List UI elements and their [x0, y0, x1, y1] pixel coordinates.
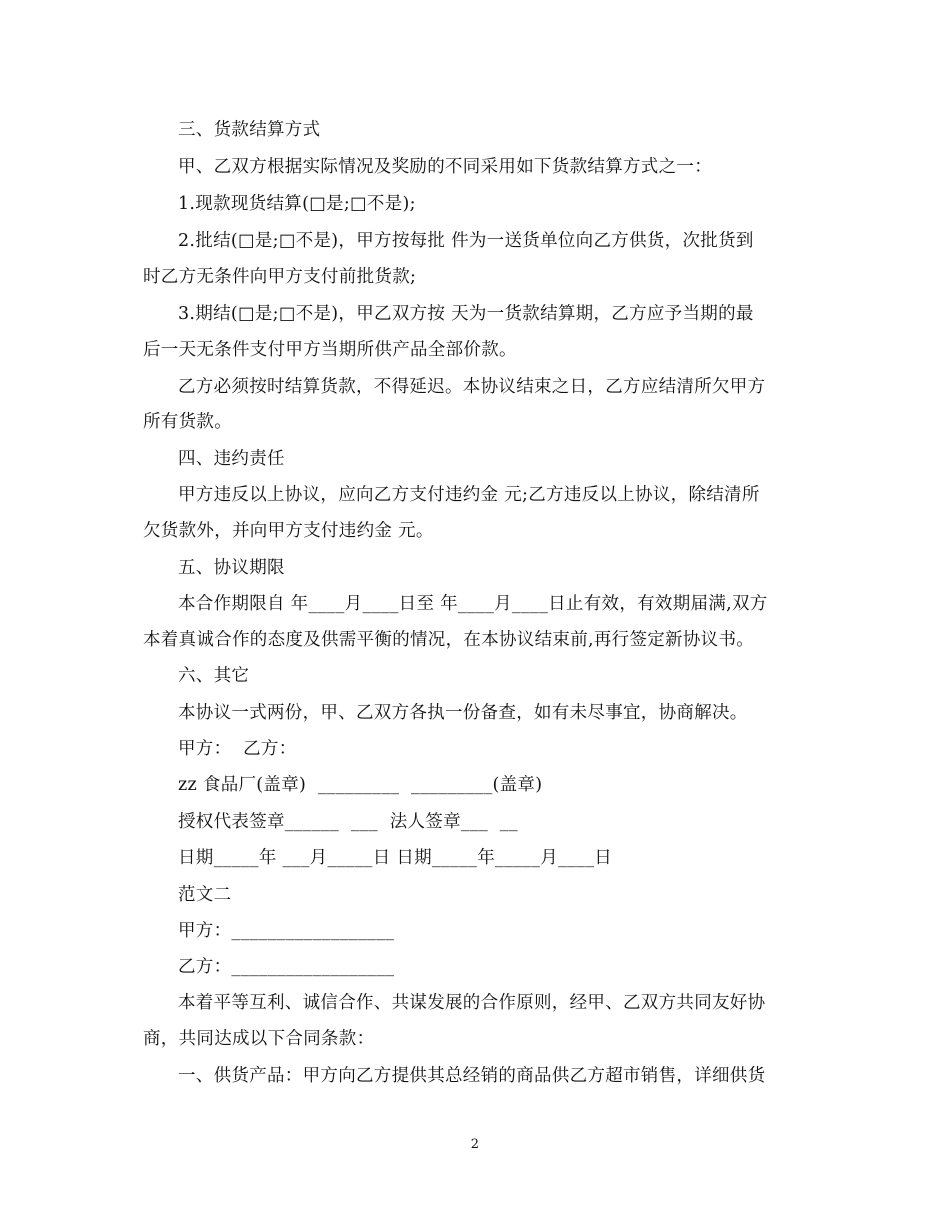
paragraph-line: 一、供货产品：甲方向乙方提供其总经销的商品供乙方超市销售，详细供货	[178, 1066, 766, 1086]
paragraph-line: 1.现款现货结算(□是;□不是);	[178, 194, 416, 214]
section-heading-breach: 四、违约责任	[178, 449, 285, 469]
paragraph-line: 本协议一式两份，甲、乙双方各执一份备查，如有未尽事宜，协商解决。	[178, 703, 748, 723]
party-b-line: 乙方：__________________	[178, 957, 395, 977]
section-heading-term: 五、协议期限	[178, 558, 285, 578]
paragraph-line: 商，共同达成以下合同条款：	[143, 1029, 375, 1049]
paragraph-line: 本合作期限自 年____月____日至 年____月____日止有效，有效期届满,双方	[178, 594, 768, 614]
paragraph-line: 甲方违反以上协议，应向乙方支付违约金 元;乙方违反以上协议，除结清所	[178, 485, 760, 505]
section-heading-other: 六、其它	[178, 666, 250, 686]
party-a-line: 甲方：__________________	[178, 921, 395, 941]
signature-parties-line: 甲方： 乙方：	[178, 739, 297, 759]
signature-seal-line: zz 食品厂(盖章) _________ _________(盖章)	[178, 775, 543, 795]
paragraph-line: 本着平等互利、诚信合作、共谋发展的合作原则，经甲、乙双方共同友好协	[178, 993, 766, 1013]
paragraph-line: 所有货款。	[143, 412, 232, 432]
signature-representative-line: 授权代表签章______ ___ 法人签章___ __	[178, 812, 518, 832]
paragraph-line: 甲、乙双方根据实际情况及奖励的不同采用如下货款结算方式之一：	[178, 157, 712, 177]
section-heading-payment: 三、货款结算方式	[178, 120, 321, 140]
paragraph-line: 后一天无条件支付甲方当期所供产品全部价款。	[143, 340, 517, 360]
signature-date-line: 日期_____年 ___月_____日 日期_____年_____月____日	[178, 848, 613, 868]
paragraph-line: 时乙方无条件向甲方支付前批货款;	[143, 267, 417, 287]
page-number: 2	[470, 1137, 480, 1152]
paragraph-line: 欠货款外，并向甲方支付违约金 元。	[143, 521, 434, 541]
paragraph-line: 本着真诚合作的态度及供需平衡的情况，在本协议结束前,再行签定新协议书。	[143, 630, 755, 650]
paragraph-line: 乙方必须按时结算货款，不得延迟。本协议结束之日，乙方应结清所欠甲方	[178, 377, 766, 397]
paragraph-line: 2.批结(□是;□不是)，甲方按每批 件为一送货单位向乙方供货，次批货到	[178, 231, 754, 251]
paragraph-line: 3.期结(□是;□不是)，甲乙双方按 天为一货款结算期，乙方应予当期的最	[178, 304, 754, 324]
section-heading-sample-two: 范文二	[178, 885, 232, 905]
